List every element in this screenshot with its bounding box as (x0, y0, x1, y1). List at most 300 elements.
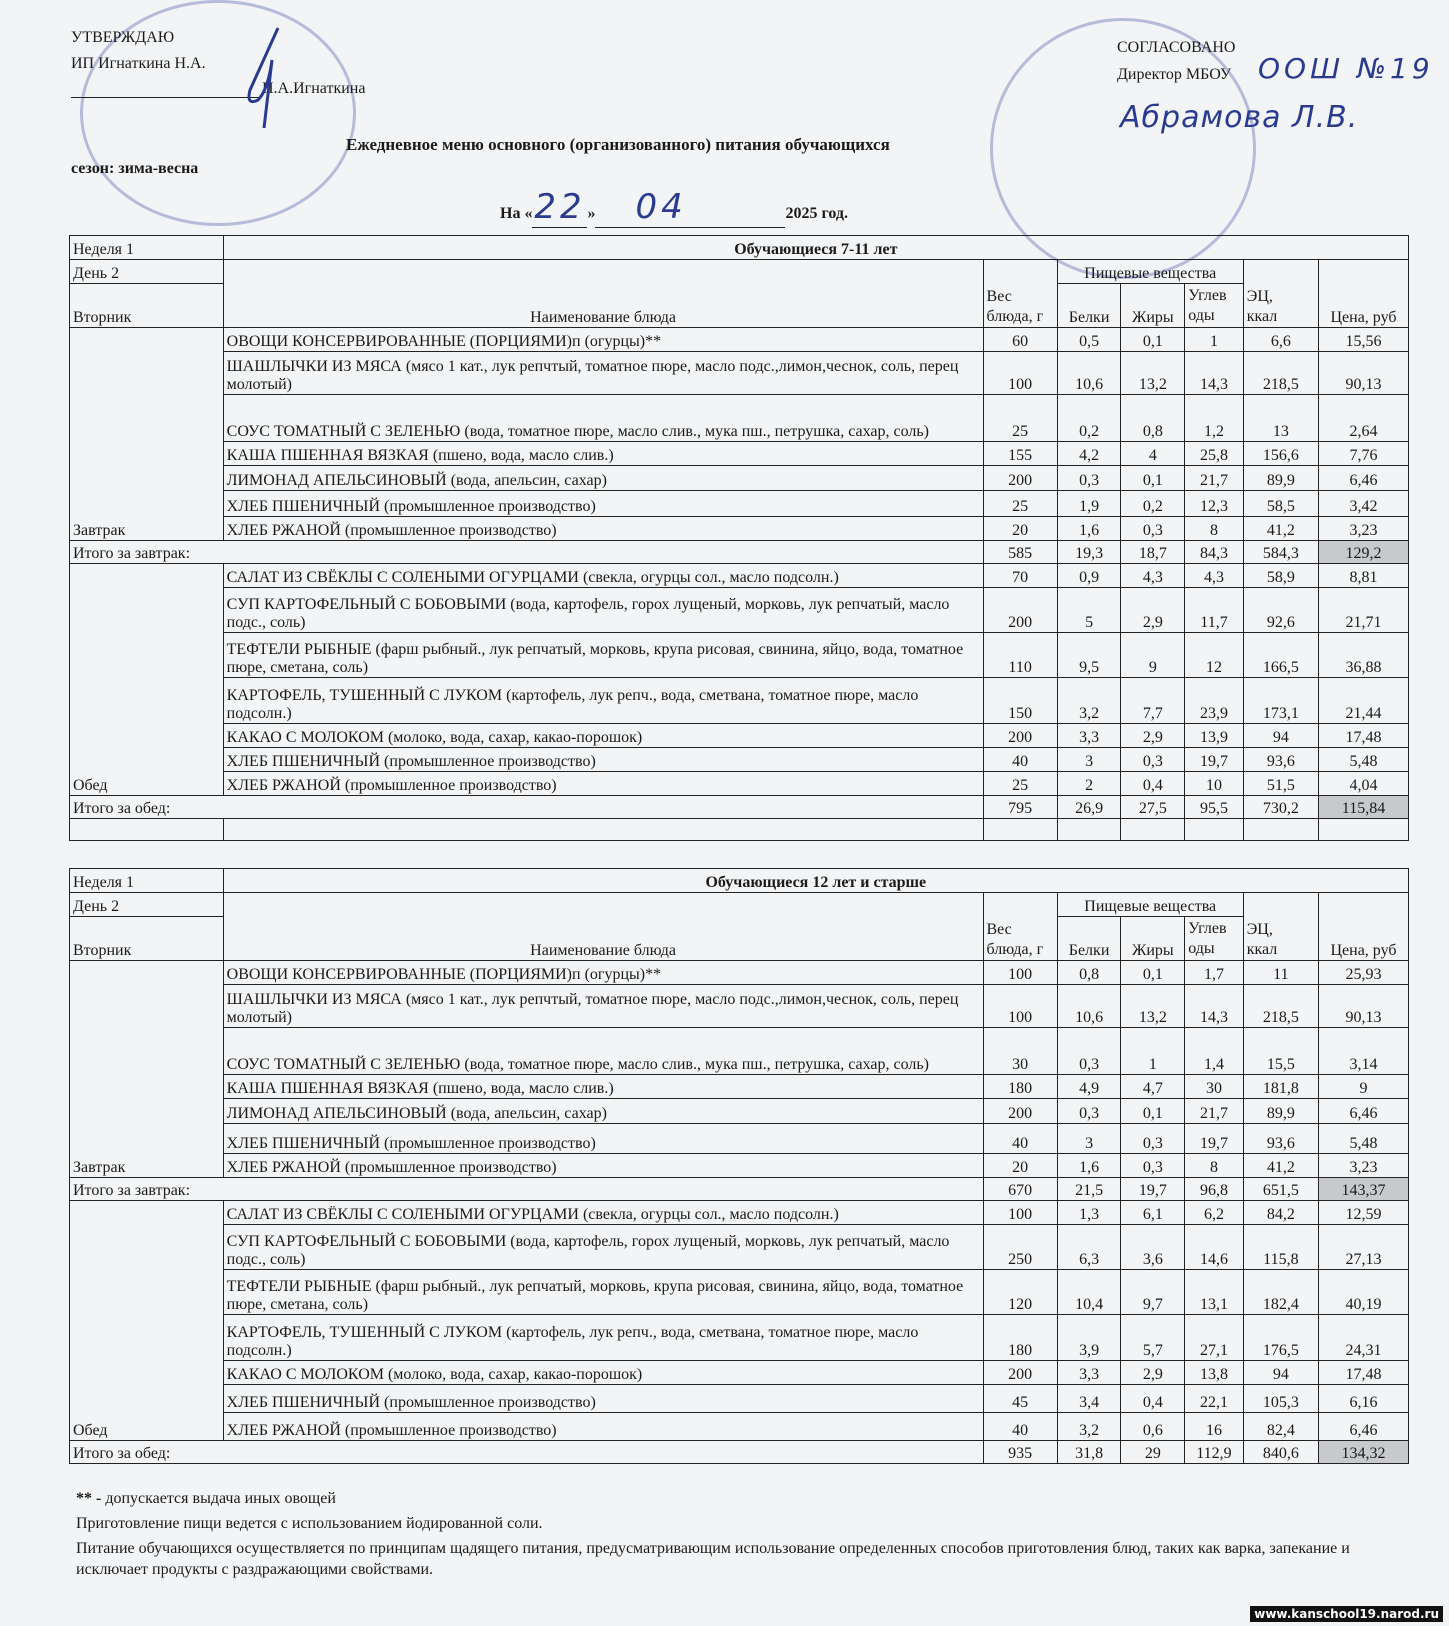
dish-carbs: 11,7 (1185, 588, 1244, 633)
dish-name (223, 1413, 983, 1441)
date-line (500, 187, 848, 228)
dish-price: 27,13 (1318, 1225, 1408, 1270)
note-vegetables-mark: ** - (76, 1490, 102, 1507)
dish-name (223, 517, 983, 541)
menu-table-7-11 (69, 235, 1409, 841)
dish-row (70, 564, 1409, 588)
column-price: Цена, руб (1318, 893, 1408, 961)
dish-fat: 0,2 (1121, 491, 1185, 517)
note-vegetables (76, 1488, 1376, 1509)
meal-label: Обед (70, 564, 224, 796)
dish-carbs: 1 (1185, 328, 1244, 352)
dish-row (70, 772, 1409, 796)
dish-weight: 120 (983, 1270, 1057, 1315)
total-energy: 651,5 (1243, 1178, 1318, 1201)
dish-weight: 60 (983, 328, 1057, 352)
dish-energy: 93,6 (1243, 748, 1318, 772)
approve-signature-name: Н.А.Игнаткина (262, 80, 366, 97)
total-label: Итого за завтрак: (70, 1178, 984, 1201)
dish-name-main: ОВОЩИ КОНСЕРВИРОВАННЫЕ (ПОРЦИЯМИ) (226, 966, 572, 983)
dish-name (223, 772, 983, 796)
dish-fat: 5,7 (1121, 1315, 1185, 1361)
dish-protein: 1,6 (1057, 1154, 1121, 1178)
dish-carbs: 14,6 (1185, 1225, 1244, 1270)
dish-fat: 0,3 (1121, 1154, 1185, 1178)
total-energy: 730,2 (1243, 796, 1318, 819)
dish-price: 6,46 (1318, 1413, 1408, 1441)
dish-name-details: (молоко, вода, сахар, какао-порошок) (383, 729, 643, 746)
dish-fat: 13,2 (1121, 985, 1185, 1028)
column-energy-line1: ЭЦ, (1246, 288, 1273, 305)
column-energy (1243, 260, 1318, 328)
column-carbs (1185, 917, 1244, 961)
dish-energy: 94 (1243, 724, 1318, 748)
dish-price: 7,76 (1319, 442, 1409, 466)
dish-price: 5,48 (1319, 748, 1409, 772)
spacer-row (70, 819, 1409, 841)
dish-carbs: 1,2 (1185, 395, 1244, 442)
dish-fat: 0,1 (1121, 1099, 1185, 1124)
dish-protein: 2 (1057, 772, 1121, 796)
dish-name-main: САЛАТ ИЗ СВЁКЛЫ С СОЛЕНЫМИ ОГУРЦАМИ (226, 1206, 579, 1223)
column-energy (1243, 893, 1318, 961)
dish-carbs: 22,1 (1185, 1385, 1244, 1413)
total-protein: 21,5 (1057, 1178, 1121, 1201)
total-row (70, 1178, 1409, 1201)
day-label: День 2 (70, 260, 224, 284)
dish-weight: 100 (983, 961, 1057, 985)
dish-protein: 0,2 (1057, 395, 1121, 442)
dish-row (70, 1315, 1409, 1361)
dish-fat: 0,3 (1121, 748, 1185, 772)
dish-name-details: (мясо 1 кат., лук репчтый, томатное пюре, масло подс.,лимон,чеснок, соль, перец молотый) (226, 991, 959, 1026)
dish-weight: 180 (983, 1075, 1057, 1099)
dish-price: 6,46 (1319, 466, 1409, 491)
dish-fat: 2,9 (1121, 1361, 1185, 1385)
dish-fat: 9,7 (1121, 1270, 1185, 1315)
dish-carbs: 25,8 (1185, 442, 1244, 466)
total-carbs: 84,3 (1185, 541, 1244, 564)
dish-name-main: ОВОЩИ КОНСЕРВИРОВАННЫЕ (ПОРЦИЯМИ) (226, 333, 572, 350)
dish-name (223, 1361, 983, 1385)
dish-protein: 3,2 (1057, 678, 1121, 724)
dish-energy: 93,6 (1243, 1124, 1318, 1154)
dish-row (70, 328, 1409, 352)
total-carbs: 112,9 (1185, 1441, 1244, 1464)
empty-cell (1243, 819, 1318, 841)
dish-carbs: 14,3 (1185, 985, 1244, 1028)
dish-carbs: 13,8 (1185, 1361, 1244, 1385)
dish-protein: 5 (1057, 588, 1121, 633)
empty-cell (1185, 819, 1244, 841)
dish-row (70, 724, 1409, 748)
dish-carbs: 12,3 (1185, 491, 1244, 517)
dish-name-details: (промышленное производство) (380, 753, 596, 770)
dish-name-main: ХЛЕБ РЖАНОЙ (226, 1159, 341, 1176)
dish-carbs: 4,3 (1185, 564, 1244, 588)
total-carbs: 96,8 (1185, 1178, 1244, 1201)
dish-fat: 0,3 (1121, 517, 1185, 541)
total-fat: 19,7 (1121, 1178, 1185, 1201)
dish-row (70, 588, 1409, 633)
dish-energy: 218,5 (1243, 985, 1318, 1028)
dish-carbs: 1,4 (1185, 1028, 1244, 1075)
dish-name-main: ЛИМОНАД АПЕЛЬСИНОВЫЙ (226, 1105, 447, 1122)
dish-name (223, 1225, 983, 1270)
dish-name-main: ХЛЕБ ПШЕНИЧНЫЙ (226, 753, 381, 770)
dish-price: 3,23 (1318, 1154, 1408, 1178)
dish-price: 15,56 (1319, 328, 1409, 352)
dish-name-details: (промышленное производство) (340, 522, 557, 539)
dish-protein: 1,6 (1057, 517, 1121, 541)
column-dish-name: Наименование блюда (223, 260, 983, 328)
dish-name-details: (картофель, лук репч., вода, сметвана, томатное пюре, масло подсолн.) (226, 687, 919, 722)
note-gentle-nutrition: Питание обучающихся осуществляется по принципам щадящего питания, предусматривающим использование определенных способов приготовления блюд, таких как варка, запекание и исключает продукты с раздражающими свойствами. (76, 1540, 1350, 1578)
dish-name-main: САЛАТ ИЗ СВЁКЛЫ С СОЛЕНЫМИ ОГУРЦАМИ (226, 569, 579, 586)
column-energy-line1: ЭЦ, (1246, 921, 1273, 938)
dish-name (223, 724, 983, 748)
total-row (70, 1441, 1409, 1464)
total-weight: 670 (983, 1178, 1057, 1201)
dish-protein: 3,4 (1057, 1385, 1121, 1413)
dish-weight: 200 (983, 724, 1057, 748)
dish-carbs: 12 (1185, 633, 1244, 678)
empty-cell (70, 819, 224, 841)
column-weight: Вес блюда, г (983, 893, 1057, 961)
dish-name (223, 985, 983, 1028)
dish-fat: 0,1 (1121, 328, 1185, 352)
week-label: Неделя 1 (70, 236, 224, 260)
dish-name (223, 1270, 983, 1315)
dish-weight: 110 (983, 633, 1057, 678)
dish-name-details: (вода, картофель, горох лущеный, морковь, лук репчатый, масло подс., соль) (226, 596, 950, 631)
total-protein: 26,9 (1057, 796, 1121, 819)
dish-name-main: КАША ПШЕННАЯ ВЯЗКАЯ (226, 1080, 429, 1097)
dish-name (223, 1124, 983, 1154)
dish-carbs: 19,7 (1185, 748, 1244, 772)
dish-name-details: (мясо 1 кат., лук репчтый, томатное пюре, масло подс.,лимон,чеснок, соль, перец молотый) (226, 358, 959, 393)
week-row (70, 236, 1409, 260)
column-fat: Жиры (1121, 284, 1185, 328)
header-row (70, 893, 1409, 917)
dish-name-details: (промышленное производство) (380, 1394, 596, 1411)
dish-name (223, 1154, 983, 1178)
dish-row (70, 633, 1409, 678)
dish-weight: 150 (983, 678, 1057, 724)
total-label: Итого за завтрак: (70, 541, 984, 564)
column-energy-line2: ккал (1246, 941, 1278, 958)
dish-protein: 3 (1057, 1124, 1121, 1154)
dish-row (70, 1154, 1409, 1178)
dish-fat: 4 (1121, 442, 1185, 466)
dish-protein: 3 (1057, 748, 1121, 772)
dish-name (223, 1385, 983, 1413)
column-dish-name: Наименование блюда (223, 893, 983, 961)
dish-fat: 0,4 (1121, 1385, 1185, 1413)
menu-table-12-plus (69, 868, 1409, 1464)
empty-cell (1057, 819, 1121, 841)
dish-energy: 51,5 (1243, 772, 1318, 796)
dish-carbs: 10 (1185, 772, 1244, 796)
total-price: 134,32 (1318, 1441, 1408, 1464)
date-day-handwritten: 22 (534, 187, 586, 227)
dish-protein: 3,9 (1057, 1315, 1121, 1361)
dish-energy: 156,6 (1243, 442, 1318, 466)
agreed-title: СОГЛАСОВАНО (1117, 39, 1236, 56)
dish-carbs: 8 (1185, 517, 1244, 541)
dish-price: 9 (1318, 1075, 1408, 1099)
total-protein: 19,3 (1057, 541, 1121, 564)
dish-carbs: 23,9 (1185, 678, 1244, 724)
dish-price: 12,59 (1318, 1201, 1408, 1225)
dish-energy: 15,5 (1243, 1028, 1318, 1075)
approve-title: УТВЕРЖДАЮ (71, 29, 175, 46)
total-price: 143,37 (1318, 1178, 1408, 1201)
approve-signature-icon (228, 20, 298, 130)
total-fat: 18,7 (1121, 541, 1185, 564)
dish-weight: 100 (983, 985, 1057, 1028)
dish-fat: 1 (1121, 1028, 1185, 1075)
dish-name (223, 961, 983, 985)
dish-energy: 94 (1243, 1361, 1318, 1385)
dish-fat: 0,3 (1121, 1124, 1185, 1154)
dish-weight: 25 (983, 395, 1057, 442)
dish-name-main: СУП КАРТОФЕЛЬНЫЙ С БОБОВЫМИ (226, 596, 507, 613)
dish-name-main: ТЕФТЕЛИ РЫБНЫЕ (226, 641, 372, 658)
dish-row (70, 1099, 1409, 1124)
dish-weight: 45 (983, 1385, 1057, 1413)
dish-carbs: 6,2 (1185, 1201, 1244, 1225)
dish-carbs: 30 (1185, 1075, 1244, 1099)
dish-energy: 89,9 (1243, 1099, 1318, 1124)
dish-name (223, 491, 983, 517)
dish-protein: 0,3 (1057, 1099, 1121, 1124)
dish-name-main: ХЛЕБ РЖАНОЙ (226, 522, 341, 539)
dish-energy: 41,2 (1243, 1154, 1318, 1178)
dish-name-main: СОУС ТОМАТНЫЙ С ЗЕЛЕНЬЮ (226, 1056, 461, 1073)
total-fat: 29 (1121, 1441, 1185, 1464)
dish-weight: 100 (983, 352, 1057, 395)
dish-energy: 58,9 (1243, 564, 1318, 588)
age-group-title: Обучающиеся 7-11 лет (223, 236, 1408, 260)
total-protein: 31,8 (1057, 1441, 1121, 1464)
column-protein: Белки (1057, 917, 1121, 961)
empty-cell (1121, 819, 1185, 841)
dish-fat: 2,9 (1121, 724, 1185, 748)
dish-row (70, 1413, 1409, 1441)
meal-label: Завтрак (70, 328, 224, 541)
dish-fat: 0,6 (1121, 1413, 1185, 1441)
dish-name-main: ХЛЕБ РЖАНОЙ (226, 1422, 341, 1439)
dish-weight: 25 (983, 491, 1057, 517)
dish-fat: 3,6 (1121, 1225, 1185, 1270)
dish-carbs: 16 (1185, 1413, 1244, 1441)
dish-price: 17,48 (1319, 724, 1409, 748)
empty-cell (223, 819, 983, 841)
column-energy-line2: ккал (1246, 308, 1278, 325)
dish-name (223, 1028, 983, 1075)
dish-fat: 0,1 (1121, 466, 1185, 491)
dish-protein: 10,6 (1057, 985, 1121, 1028)
dish-energy: 89,9 (1243, 466, 1318, 491)
meal-label: Обед (70, 1201, 224, 1441)
dish-name (223, 633, 983, 678)
dish-name-details: (промышленное производство) (340, 1159, 557, 1176)
column-carbs-line2: оды (1188, 306, 1215, 324)
dish-price: 17,48 (1318, 1361, 1408, 1385)
dish-row (70, 1201, 1409, 1225)
dish-name-main: ХЛЕБ ПШЕНИЧНЫЙ (226, 1394, 381, 1411)
dish-energy: 11 (1243, 961, 1318, 985)
dish-name (223, 588, 983, 633)
dish-weight: 200 (983, 1361, 1057, 1385)
dish-protein: 1,9 (1057, 491, 1121, 517)
meal-label: Завтрак (70, 961, 224, 1178)
dish-energy: 182,4 (1243, 1270, 1318, 1315)
dish-price: 40,19 (1318, 1270, 1408, 1315)
note-iodized-salt: Приготовление пищи ведется с использованием йодированной соли. (76, 1515, 543, 1532)
dish-name-details: (свекла, огурцы сол., масло подсолн.) (578, 569, 839, 586)
dish-row (70, 748, 1409, 772)
dish-name (223, 1201, 983, 1225)
date-prefix: На « (500, 205, 533, 222)
dish-weight: 40 (983, 1124, 1057, 1154)
season-label: сезон: зима-весна (71, 160, 199, 177)
dish-protein: 0,8 (1057, 961, 1121, 985)
total-label: Итого за обед: (70, 1441, 984, 1464)
dish-row (70, 395, 1409, 442)
dish-weight: 200 (983, 588, 1057, 633)
dish-row (70, 466, 1409, 491)
total-carbs: 95,5 (1185, 796, 1244, 819)
dish-name (223, 352, 983, 395)
dish-price: 21,44 (1319, 678, 1409, 724)
dish-row (70, 678, 1409, 724)
dish-name-details: (промышленное производство) (340, 777, 557, 794)
dish-name (223, 466, 983, 491)
dish-weight: 20 (983, 517, 1057, 541)
dish-energy: 13 (1243, 395, 1318, 442)
dish-fat: 7,7 (1121, 678, 1185, 724)
dish-protein: 3,3 (1057, 724, 1121, 748)
dish-price: 2,64 (1319, 395, 1409, 442)
empty-cell (1319, 819, 1409, 841)
dish-fat: 4,7 (1121, 1075, 1185, 1099)
agreed-signature-handwritten: Абрамова Л.В. (1120, 100, 1359, 135)
dish-name-details: (промышленное производство) (380, 1135, 596, 1152)
dish-name-main: ТЕФТЕЛИ РЫБНЫЕ (226, 1278, 372, 1295)
column-carbs-line1: Углев (1188, 286, 1227, 304)
dish-name-details: (молоко, вода, сахар, какао-порошок) (383, 1366, 643, 1383)
dish-price: 90,13 (1318, 985, 1408, 1028)
dish-protein: 3,2 (1057, 1413, 1121, 1441)
dish-row (70, 1225, 1409, 1270)
dish-carbs: 13,1 (1185, 1270, 1244, 1315)
dish-name-main: КАКАО С МОЛОКОМ (226, 1366, 384, 1383)
week-label: Неделя 1 (70, 869, 224, 893)
dish-name-details: (пшено, вода, масло слив.) (428, 1080, 614, 1097)
column-carbs-line1: Углев (1188, 919, 1227, 937)
dish-name (223, 1099, 983, 1124)
dish-weight: 25 (983, 772, 1057, 796)
dish-protein: 1,3 (1057, 1201, 1121, 1225)
column-price: Цена, руб (1319, 260, 1409, 328)
total-weight: 795 (983, 796, 1057, 819)
column-nutrients: Пищевые вещества (1057, 893, 1243, 917)
agreed-person: Директор МБОУ (1117, 66, 1232, 83)
dish-fat: 6,1 (1121, 1201, 1185, 1225)
dish-name (223, 748, 983, 772)
dish-carbs: 21,7 (1185, 1099, 1244, 1124)
dish-name (223, 1315, 983, 1361)
dish-protein: 0,9 (1057, 564, 1121, 588)
date-mid: » (587, 205, 596, 222)
dish-price: 6,16 (1318, 1385, 1408, 1413)
notes (76, 1488, 1376, 1580)
dish-row (70, 491, 1409, 517)
dish-energy: 105,3 (1243, 1385, 1318, 1413)
total-energy: 840,6 (1243, 1441, 1318, 1464)
total-weight: 585 (983, 541, 1057, 564)
dish-name-details: (вода, картофель, горох лущеный, морковь, лук репчатый, масло подс., соль) (226, 1233, 950, 1268)
dish-energy: 82,4 (1243, 1413, 1318, 1441)
week-row (70, 869, 1409, 893)
dish-name-details: (промышленное производство) (340, 1422, 557, 1439)
dish-name-details: (промышленное производство) (380, 498, 596, 515)
dish-name-details: п (огурцы)** (572, 966, 662, 983)
dish-protein: 10,6 (1057, 352, 1121, 395)
dish-row (70, 442, 1409, 466)
dish-name-main: СОУС ТОМАТНЫЙ С ЗЕЛЕНЬЮ (226, 423, 461, 440)
dish-carbs: 1,7 (1185, 961, 1244, 985)
dish-energy: 218,5 (1243, 352, 1318, 395)
dish-name-main: ХЛЕБ РЖАНОЙ (226, 777, 341, 794)
dish-weight: 40 (983, 1413, 1057, 1441)
dish-weight: 250 (983, 1225, 1057, 1270)
dish-weight: 200 (983, 466, 1057, 491)
dish-price: 90,13 (1319, 352, 1409, 395)
dish-price: 25,93 (1318, 961, 1408, 985)
total-price: 129,2 (1319, 541, 1409, 564)
approve-person: ИП Игнаткина Н.А. (71, 55, 206, 72)
dish-name (223, 395, 983, 442)
dish-weight: 30 (983, 1028, 1057, 1075)
dish-row (70, 961, 1409, 985)
dish-row (70, 1385, 1409, 1413)
empty-cell (983, 819, 1057, 841)
dish-row (70, 1270, 1409, 1315)
dish-weight: 20 (983, 1154, 1057, 1178)
dish-price: 8,81 (1319, 564, 1409, 588)
dish-price: 3,14 (1318, 1028, 1408, 1075)
header-row (70, 260, 1409, 284)
agreed-school-handwritten: ООШ №19 (1258, 52, 1434, 85)
dish-protein: 6,3 (1057, 1225, 1121, 1270)
dish-energy: 181,8 (1243, 1075, 1318, 1099)
total-energy: 584,3 (1243, 541, 1318, 564)
dish-name-details: (вода, апельсин, сахар) (446, 1105, 607, 1122)
total-price: 115,84 (1319, 796, 1409, 819)
dish-fat: 0,1 (1121, 961, 1185, 985)
dish-fat: 0,4 (1121, 772, 1185, 796)
column-carbs (1185, 284, 1244, 328)
dish-weight: 70 (983, 564, 1057, 588)
dish-energy: 176,5 (1243, 1315, 1318, 1361)
dish-row (70, 517, 1409, 541)
dish-name (223, 678, 983, 724)
dish-price: 24,31 (1318, 1315, 1408, 1361)
total-row (70, 796, 1409, 819)
